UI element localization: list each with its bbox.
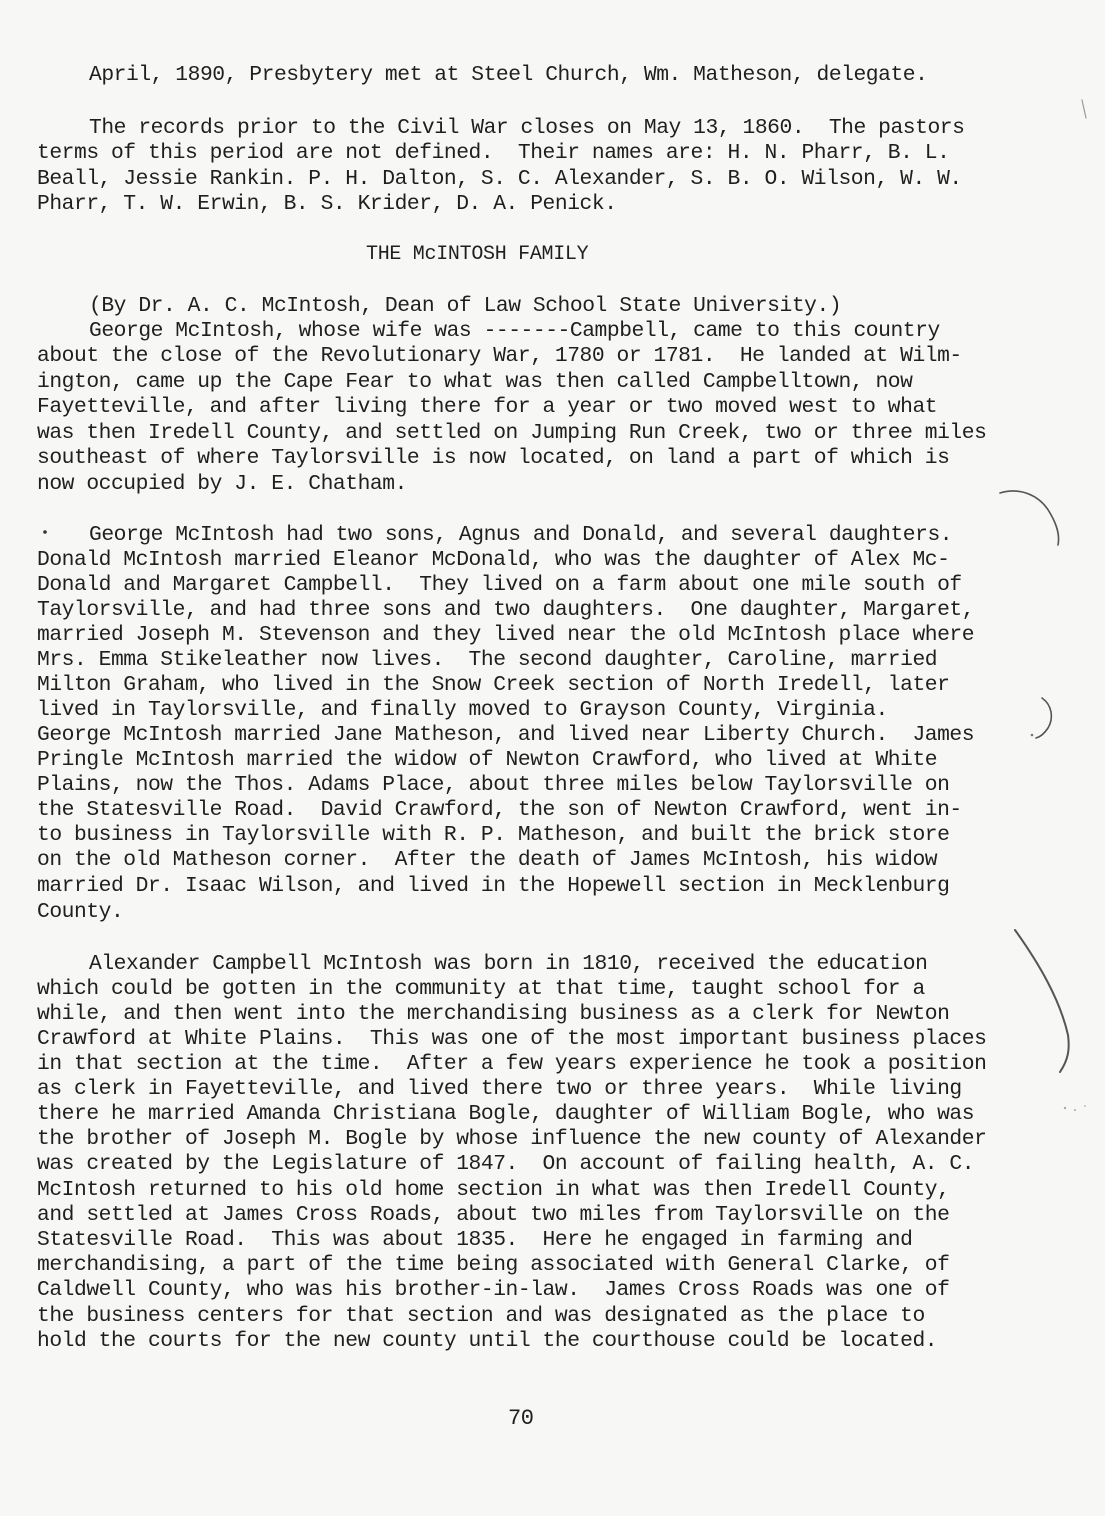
text-line: now occupied by J. E. Chatham. (37, 472, 407, 496)
text-line: the brother of Joseph M. Bogle by whose influence the new county of Alexander (37, 1127, 987, 1151)
text-line: Statesville Road. This was about 1835. Here he engaged in farming and (37, 1228, 913, 1252)
text-line: was then Iredell County, and settled on Jumping Run Creek, two or three miles (37, 421, 987, 445)
text-line: as clerk in Fayetteville, and lived there two or three years. While living (37, 1077, 962, 1101)
text-line: and settled at James Cross Roads, about two miles from Taylorsville on the (37, 1203, 950, 1227)
text-line: Donald and Margaret Campbell. They lived on a farm about one mile south of (37, 573, 962, 597)
text-line: Taylorsville, and had three sons and two daughters. One daughter, Margaret, (37, 598, 975, 622)
text-line: The records prior to the Civil War closes on May 13, 1860. The pastors (89, 116, 965, 140)
text-line: McIntosh returned to his old home section in what was then Iredell County, (37, 1178, 950, 1202)
text-line: ington, came up the Cape Fear to what was then called Campbelltown, now (37, 370, 913, 394)
text-line: to business in Taylorsville with R. P. Matheson, and built the brick store (37, 823, 950, 847)
text-line: married Joseph M. Stevenson and they lived near the old McIntosh place where (37, 623, 975, 647)
text-line: Milton Graham, who lived in the Snow Creek section of North Iredell, later (37, 673, 950, 697)
section-title: THE McINTOSH FAMILY (366, 243, 589, 266)
text-line: about the close of the Revolutionary War, 1780 or 1781. He landed at Wilm- (37, 344, 962, 368)
text-line: George McIntosh had two sons, Agnus and Donald, and several daughters. (89, 523, 953, 547)
text-line: Mrs. Emma Stikeleather now lives. The second daughter, Caroline, married (37, 648, 938, 672)
text-line: there he married Amanda Christiana Bogle, daughter of William Bogle, who was (37, 1102, 975, 1126)
text-line: merchandising, a part of the time being associated with General Clarke, of (37, 1253, 950, 1277)
text-line: married Dr. Isaac Wilson, and lived in the Hopewell section in Mecklenburg (37, 874, 950, 898)
text-line: April, 1890, Presbytery met at Steel Church, Wm. Matheson, delegate. (89, 63, 928, 87)
text-line: in that section at the time. After a few years experience he took a position (37, 1052, 987, 1076)
text-line: Caldwell County, who was his brother-in-law. James Cross Roads was one of (37, 1278, 950, 1302)
text-line: was created by the Legislature of 1847. On account of failing health, A. C. (37, 1152, 975, 1176)
text-line: terms of this period are not defined. Their names are: H. N. Pharr, B. L. (37, 141, 950, 165)
text-line: the Statesville Road. David Crawford, the son of Newton Crawford, went in- (37, 798, 962, 822)
text-line: on the old Matheson corner. After the death of James McIntosh, his widow (37, 848, 938, 872)
text-line: Beall, Jessie Rankin. P. H. Dalton, S. C. Alexander, S. B. O. Wilson, W. W. (37, 167, 962, 191)
text-line: Crawford at White Plains. This was one of the most important business places (37, 1027, 987, 1051)
text-line: County. (37, 900, 124, 924)
text-line: Pharr, T. W. Erwin, B. S. Krider, D. A. Penick. (37, 192, 617, 216)
text-line: Donald McIntosh married Eleanor McDonald, who was the daughter of Alex Mc- (37, 548, 950, 572)
text-line: lived in Taylorsville, and finally moved to Grayson County, Virginia. (37, 698, 888, 722)
text-line: George McIntosh married Jane Matheson, and lived near Liberty Church. James (37, 723, 975, 747)
text-line: while, and then went into the merchandising business as a clerk for Newton (37, 1002, 950, 1026)
text-line: southeast of where Taylorsville is now located, on land a part of which is (37, 446, 950, 470)
text-line: Plains, now the Thos. Adams Place, about three miles below Taylorsville on (37, 773, 950, 797)
text-line: Fayetteville, and after living there for a year or two moved west to what (37, 395, 938, 419)
text-line: hold the courts for the new county until the courthouse could be located. (37, 1329, 938, 1353)
page-number: 70 (508, 1406, 534, 1431)
text-line: Alexander Campbell McIntosh was born in 1810, received the education (89, 952, 928, 976)
text-line: the business centers for that section and was designated as the place to (37, 1304, 925, 1328)
text-line: Pringle McIntosh married the widow of Newton Crawford, who lived at White (37, 748, 938, 772)
text-line: (By Dr. A. C. McIntosh, Dean of Law School State University.) (89, 294, 842, 318)
text-line: George McIntosh, whose wife was -------Campbell, came to this country (89, 319, 940, 343)
text-line: which could be gotten in the community at that time, taught school for a (37, 977, 925, 1001)
